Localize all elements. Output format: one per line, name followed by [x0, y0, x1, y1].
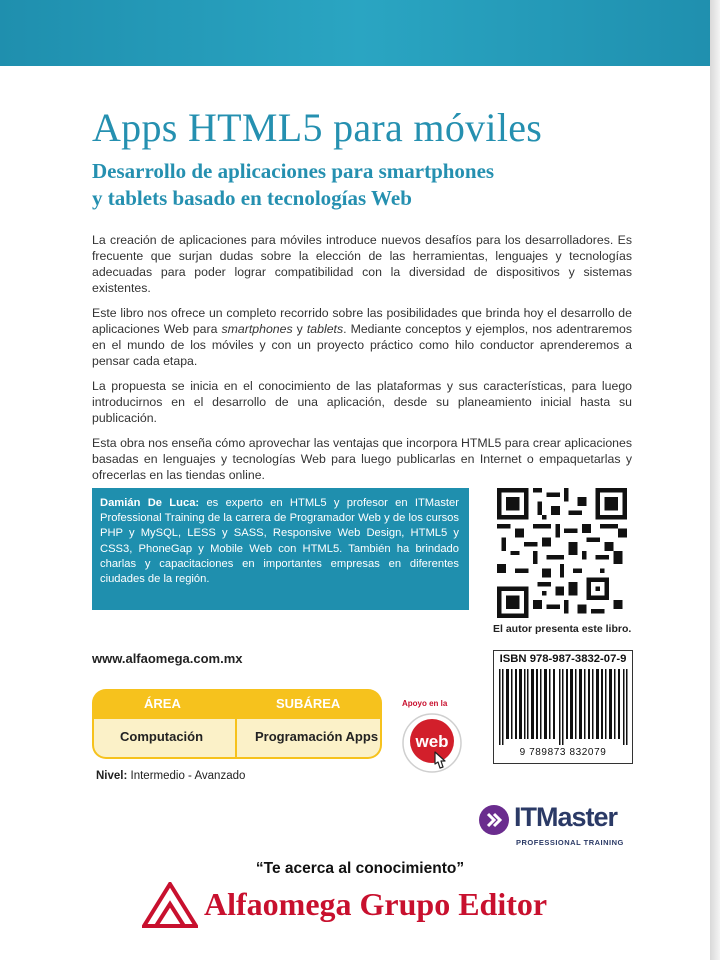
description-paragraph-2 [92, 305, 632, 369]
description-paragraph-3: La propuesta se inicia en el conocimiento de las plataformas y sus características, para luego introducirnos en el desarrollo de una aplicación, desde su planeamiento inicial hasta su publicación. [92, 379, 632, 425]
p2-text-a: Este libro nos ofrece un completo recorrido sobre las posibilidades que brinda hoy el desarrollo de aplicaciones Web para [92, 306, 632, 336]
publisher-slogan: “Te acerca al conocimiento” [255, 860, 465, 877]
web-support-caption: Apoyo en la [402, 699, 448, 708]
level-text [96, 770, 245, 782]
level-value: Intermedio - Avanzado [127, 770, 246, 782]
author-bio-box [92, 488, 469, 610]
subarea-value: Programación Apps [255, 729, 379, 744]
isbn-number: ISBN 978-987-3832-07-9 [499, 653, 627, 665]
alfaomega-triangle-icon [142, 882, 198, 928]
subtitle-line-2: y tablets basado en tecnologías Web [92, 186, 412, 210]
book-description [92, 232, 632, 492]
level-label: Nivel: [96, 770, 128, 782]
classification-divider [235, 719, 237, 757]
area-label: ÁREA [144, 696, 181, 711]
web-support-badge[interactable] [401, 712, 463, 774]
p2-text-b: y [292, 322, 307, 336]
itmaster-tagline: PROFESSIONAL TRAINING [516, 838, 624, 847]
itmaster-name: ITMaster [514, 802, 618, 832]
book-subtitle [92, 158, 592, 212]
qr-caption: El autor presenta este libro. [493, 623, 632, 635]
description-paragraph-1: La creación de aplicaciones para móviles introduce nuevos desafíos para los desarrolladores. Es frecuente que surjan dudas sobre la elección de las herramientas, lenguajes y tecnologías adecuadas para poder lograr compatibilidad con la diversidad de dispositivos y sistemas existentes. [92, 233, 632, 295]
barcode-number: 9 789873 832079 [519, 747, 607, 758]
p2-text-c: . Mediante conceptos y ejemplos, nos adentraremos en el mundo de los móviles y con un proyecto práctico como hilo conductor aprenderemos a pensar cada etapa. [92, 322, 632, 368]
itmaster-logo [478, 804, 638, 854]
barcode-graphic [497, 669, 629, 745]
subtitle-line-1: Desarrollo de aplicaciones para smartphones [92, 159, 495, 183]
description-paragraph-4: Esta obra nos enseña cómo aprovechar las ventajas que incorpora HTML5 para crear aplicaciones basadas en lenguajes y tecnologías Web para luego publicarlas en Internet o empaquetarlas y ofrecerlas en las tiendas online. [92, 436, 632, 482]
qr-code[interactable] [497, 488, 627, 618]
publisher-website[interactable]: www.alfaomega.com.mx [92, 651, 243, 666]
p2-em-tablets: tablets [306, 322, 344, 336]
author-name: Damián De Luca: [100, 497, 200, 509]
isbn-barcode-box [493, 650, 633, 764]
book-title: Apps HTML5 para móviles [92, 105, 543, 150]
web-badge-text: web [415, 732, 449, 751]
itmaster-icon [478, 804, 510, 836]
area-value: Computación [120, 729, 204, 744]
subject-classification [92, 689, 382, 759]
top-color-band [0, 0, 720, 66]
book-spine-edge [710, 0, 720, 960]
subarea-label: SUBÁREA [276, 696, 341, 711]
p2-em-smartphones: smartphones [221, 322, 293, 336]
publisher-name: Alfaomega Grupo Editor [204, 886, 548, 922]
publisher-logo [142, 882, 622, 930]
author-bio: es experto en HTML5 y profesor en ITMaster Professional Training de la carrera de Programador Web y de los cursos PHP y MySQL, LESS y SASS, Responsive Web Design, HTML5 y CSS3, PhoneGap y Mobile Web con HTML5. También ha brindado charlas y capacitaciones en importantes empresas en diferentes ciudades de la región. [100, 497, 459, 586]
